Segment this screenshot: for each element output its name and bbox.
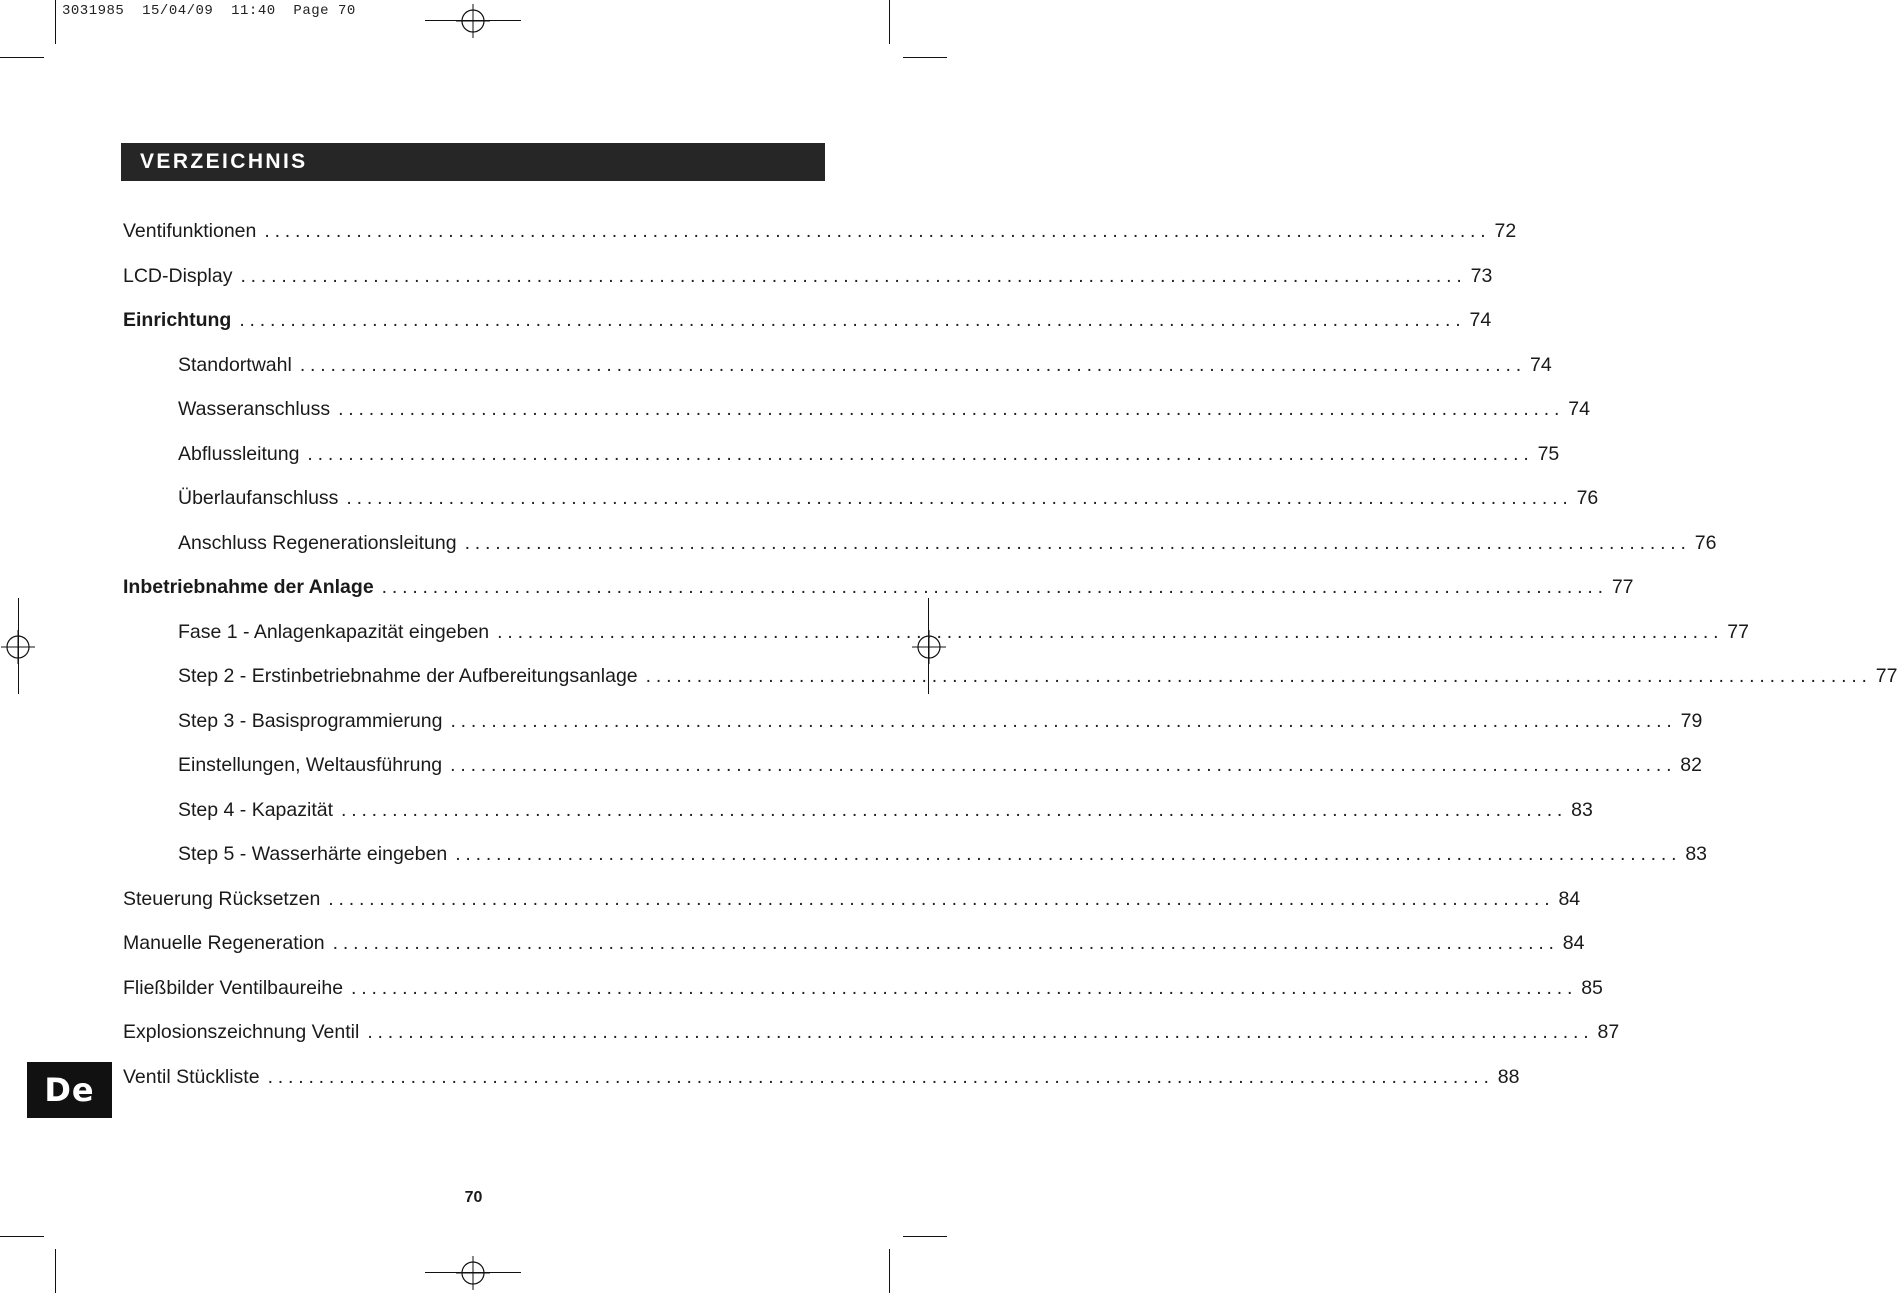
toc-leader-dots: ........................................................................................................................	[464, 531, 1691, 554]
section-header-banner	[121, 143, 825, 181]
registration-mark-icon	[456, 1256, 490, 1290]
toc-entry[interactable]	[123, 615, 1749, 660]
toc-entry-label: Überlaufanschluss	[178, 487, 339, 509]
toc-leader-dots: ........................................................................................................................	[367, 1021, 1594, 1043]
toc-entry-page: 75	[1537, 442, 1560, 465]
toc-entry-page: 79	[1680, 709, 1703, 732]
toc-entry-label: Einstellungen, Weltausführung	[178, 754, 443, 776]
toc-leader-dots: ........................................................................................................................	[299, 353, 1526, 376]
language-tab	[27, 1062, 112, 1118]
language-tab-label: De	[44, 1071, 95, 1109]
toc-entry-page: 76	[1576, 487, 1599, 509]
toc-entry[interactable]	[123, 1015, 1620, 1060]
toc-entry[interactable]	[123, 748, 1702, 793]
crop-mark	[425, 1272, 521, 1273]
toc-entry[interactable]	[123, 392, 1590, 437]
toc-entry[interactable]	[123, 214, 1517, 259]
toc-entry-page: 85	[1581, 976, 1603, 999]
toc-entry-label: Ventil Stückliste	[123, 1065, 260, 1088]
toc-entry-label: Step 3 - Basisprogrammierung	[178, 709, 443, 732]
print-slug-line: 3031985 15/04/09 11:40 Page 70	[62, 3, 356, 19]
toc-entry-page: 84	[1558, 887, 1581, 910]
toc-leader-dots: ........................................................................................................................	[338, 398, 1565, 420]
toc-entry-page: 77	[1611, 576, 1634, 598]
registration-mark-icon	[456, 4, 490, 38]
toc-entry[interactable]	[123, 570, 1634, 615]
toc-entry-page: 84	[1562, 932, 1585, 954]
toc-entry-label: Abflussleitung	[178, 442, 300, 465]
toc-leader-dots: ........................................................................................................................	[455, 843, 1682, 865]
toc-leader-dots: ........................................................................................................................	[381, 576, 1608, 598]
page-number: 70	[464, 1189, 483, 1206]
toc-leader-dots: ........................................................................................................................	[645, 665, 1872, 687]
toc-entry-label: Anschluss Regenerationsleitung	[178, 531, 457, 554]
toc-entry-page: 74	[1568, 398, 1590, 420]
crop-mark	[0, 57, 44, 58]
toc-leader-dots: ........................................................................................................................	[267, 1065, 1494, 1088]
toc-entry[interactable]	[123, 882, 1581, 927]
toc-entry-label: Step 5 - Wasserhärte eingeben	[178, 843, 448, 865]
toc-entry[interactable]	[123, 837, 1708, 882]
toc-entry[interactable]	[123, 1060, 1520, 1105]
toc-entry-page: 82	[1680, 754, 1702, 776]
toc-leader-dots: ........................................................................................................................	[346, 487, 1573, 509]
toc-leader-dots: ........................................................................................................................	[240, 264, 1467, 287]
crop-mark	[425, 20, 521, 21]
toc-leader-dots: ........................................................................................................................	[332, 932, 1559, 954]
toc-leader-dots: ........................................................................................................................	[307, 442, 1534, 465]
toc-entry-page: 77	[1727, 620, 1749, 643]
toc-entry[interactable]	[123, 348, 1552, 393]
toc-entry[interactable]	[123, 526, 1717, 571]
toc-entry[interactable]	[123, 481, 1599, 526]
table-of-contents	[123, 214, 1897, 1104]
section-title: VERZEICHNIS	[140, 150, 308, 173]
toc-entry-label: Fließbilder Ventilbaureihe	[123, 976, 344, 999]
toc-entry-label: Standortwahl	[178, 353, 292, 376]
toc-leader-dots: ........................................................................................................................	[341, 798, 1568, 821]
crop-mark	[903, 57, 947, 58]
toc-leader-dots: ........................................................................................................................	[450, 754, 1677, 776]
toc-entry-label: LCD-Display	[123, 264, 233, 287]
toc-entry-page: 83	[1571, 798, 1593, 821]
crop-mark	[889, 1249, 890, 1293]
crop-mark	[18, 598, 19, 694]
crop-mark	[889, 0, 890, 44]
crop-mark	[903, 1236, 947, 1237]
toc-entry-page: 72	[1494, 220, 1517, 242]
toc-entry-label: Wasseranschluss	[178, 398, 331, 420]
toc-entry-page: 76	[1694, 531, 1717, 554]
toc-leader-dots: ........................................................................................................................	[450, 709, 1677, 732]
toc-entry-page: 77	[1875, 665, 1897, 687]
toc-leader-dots: ........................................................................................................................	[497, 620, 1724, 643]
toc-entry[interactable]	[123, 437, 1560, 482]
crop-mark	[55, 1249, 56, 1293]
crop-mark	[0, 1236, 44, 1237]
toc-entry-label: Step 4 - Kapazität	[178, 798, 334, 821]
toc-entry[interactable]	[123, 303, 1492, 348]
toc-entry[interactable]	[123, 971, 1603, 1016]
toc-entry[interactable]	[123, 259, 1493, 304]
toc-entry-label: Manuelle Regeneration	[123, 932, 325, 954]
toc-entry-page: 88	[1497, 1065, 1520, 1088]
toc-entry[interactable]	[123, 659, 1897, 704]
toc-entry-page: 74	[1469, 309, 1492, 331]
toc-entry[interactable]	[123, 926, 1585, 971]
crop-mark	[55, 0, 56, 44]
toc-entry-label: Ventifunktionen	[123, 220, 257, 242]
toc-entry-label: Einrichtung	[123, 309, 232, 331]
toc-entry-page: 74	[1529, 353, 1552, 376]
toc-entry-label: Fase 1 - Anlagenkapazität eingeben	[178, 620, 490, 643]
toc-entry-label: Steuerung Rücksetzen	[123, 887, 321, 910]
toc-leader-dots: ........................................................................................................................	[264, 220, 1491, 242]
toc-entry-page: 87	[1597, 1021, 1620, 1043]
toc-entry-page: 73	[1470, 264, 1493, 287]
toc-leader-dots: ........................................................................................................................	[239, 309, 1466, 331]
toc-entry-label: Explosionszeichnung Ventil	[123, 1021, 360, 1043]
toc-leader-dots: ........................................................................................................................	[351, 976, 1578, 999]
toc-entry[interactable]	[123, 793, 1593, 838]
toc-leader-dots: ........................................................................................................................	[328, 887, 1555, 910]
toc-entry[interactable]	[123, 704, 1703, 749]
toc-entry-page: 83	[1685, 843, 1708, 865]
toc-entry-label: Step 2 - Erstinbetriebnahme der Aufbereitungsanlage	[178, 665, 638, 687]
toc-entry-label: Inbetriebnahme der Anlage	[123, 576, 374, 598]
